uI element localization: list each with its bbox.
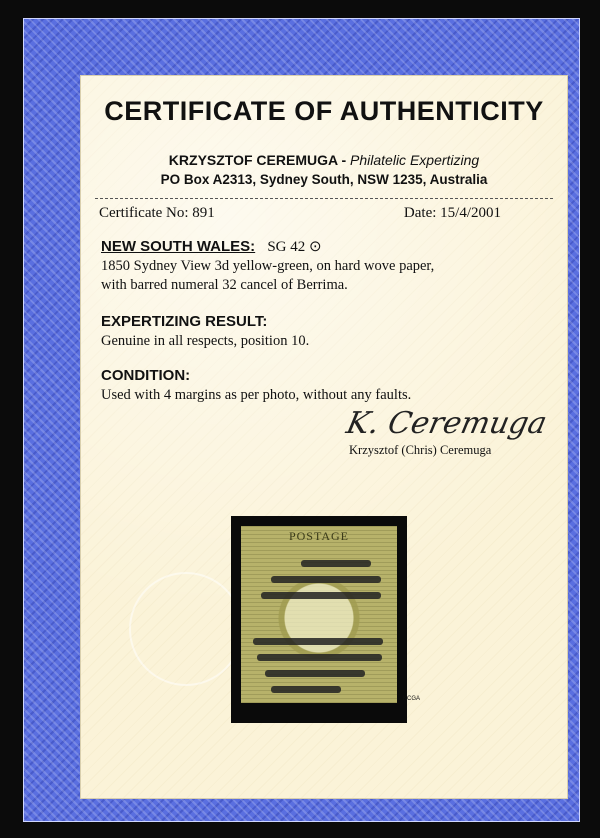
result-text: Genuine in all respects, position 10.: [101, 333, 310, 349]
certificate-paper: [80, 75, 568, 799]
certificate-title: CERTIFICATE OF AUTHENTICITY: [104, 96, 544, 126]
signatory-name: Krzysztof (Chris) Ceremuga: [349, 443, 492, 457]
watermark-seal: [129, 572, 243, 686]
expertizer-separator: -: [337, 152, 351, 168]
signature: K. Ceremuga: [343, 406, 550, 441]
dashed-divider: [95, 198, 553, 199]
certificate-border: [23, 18, 580, 822]
condition-text: Used with 4 margins as per photo, without any faults.: [101, 387, 412, 403]
result-heading: EXPERTIZING RESULT:: [101, 313, 268, 330]
expertizer-line: [81, 152, 567, 168]
cancel-bar: [301, 560, 371, 567]
cancel-bar: [271, 576, 381, 583]
stamp-postage-label: POSTAGE: [288, 529, 350, 543]
certificate-number: Certificate No: 891: [99, 205, 215, 221]
expertizer-name: KRZYSZTOF CEREMUGA: [168, 152, 338, 168]
country-heading: NEW SOUTH WALES:: [101, 238, 256, 255]
margin-mark: KCGA: [403, 696, 421, 702]
cancel-bar: [265, 670, 365, 677]
country-row: [101, 237, 322, 256]
stamp-photo-frame: [231, 516, 407, 723]
catalogue-ref: SG 42 ⊙: [267, 239, 322, 255]
stamp-image: [241, 526, 397, 703]
cancel-bar: [261, 592, 381, 599]
expertizer-address: PO Box A2313, Sydney South, NSW 1235, Australia: [160, 172, 488, 187]
cancel-bar: [271, 686, 341, 693]
certificate-date: Date: 15/4/2001: [403, 205, 501, 221]
description-line-1: 1850 Sydney View 3d yellow-green, on hard wove paper,: [101, 258, 435, 274]
expertizer-tagline: Philatelic Expertizing: [350, 152, 480, 168]
condition-heading: CONDITION:: [101, 367, 191, 384]
description-line-2: with barred numeral 32 cancel of Berrima.: [101, 277, 348, 293]
cancel-bar: [257, 654, 382, 661]
cancel-bar: [253, 638, 383, 645]
